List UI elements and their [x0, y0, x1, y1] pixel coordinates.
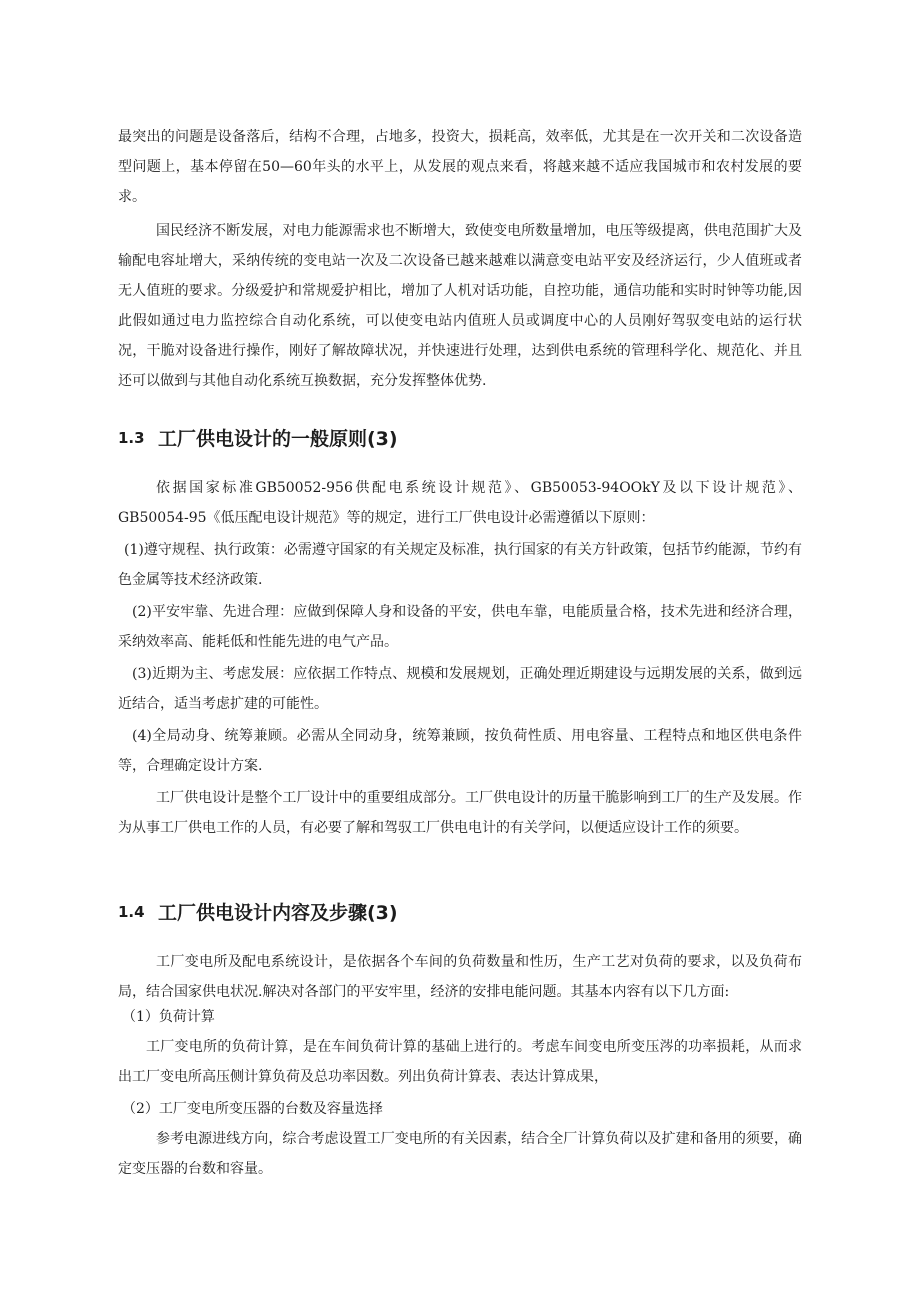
section-number: 1.4	[118, 902, 145, 921]
principle-item-1: (1)遵守规程、执行政策：必需遵守国家的有关规定及标准，执行国家的有关方针政策，包括节约能源，节约有色金属等技术经济政策.	[118, 542, 802, 588]
paragraph-load-calculation: 工厂变电所的负荷计算，是在车间负荷计算的基础上进行的。考虑车间变电所变压涔的功率损耗，从而求出工厂变电所高压侧计算负荷及总功率因数。列出负荷计算表、表达计算成果，	[118, 1039, 802, 1085]
subheading-load-calculation: （1）负荷计算	[122, 1009, 215, 1025]
section-heading-1-4	[118, 898, 398, 925]
principle-item-4: (4)全局动身、统筹兼顾。必需从全同动身，统筹兼顾，按负荷性质、用电容量、工程特点和地区供电条件等，合理确定设计方案.	[118, 728, 802, 774]
principle-item-2: (2)平安牢靠、先进合理：应做到保障人身和设备的平安，供电车靠，电能质量合格，技术先进和经济合理，采纳效率高、能耗低和性能先进的电气产品。	[118, 604, 802, 650]
paragraph-standards-intro: 依据国家标准GB50052-956供配电系统设计规范》、GB50053-94OOkY及以下设计规范》、GB50054-95《低压配电设计规范》等的规定，进行工厂供电设计必需遵循以下原则：	[118, 480, 802, 526]
paragraph-transformer-selection: 参考电源进线方向，综合考虑设置工厂变电所的有关因素，结合全厂计算负荷以及扩建和备用的须要，确定变压器的台数和容量。	[118, 1131, 802, 1177]
paragraph-design-importance: 工厂供电设计是整个工厂设计中的重要组成部分。工厂供电设计的历量干脆影响到工厂的生产及发展。作为从事工厂供电工作的人员，有必要了解和驾驭工厂供电电计的有关学问，以便适应设计工作的须要。	[118, 790, 802, 836]
paragraph-design-content-intro: 工厂变电所及配电系统设计，是依据各个车间的负荷数量和性历，生产工艺对负荷的要求，以及负荷布局，结合国家供电状况.解决对各部门的平安牢里，经济的安排电能问题。其基本内容有以下几方面:	[118, 954, 802, 1000]
subheading-transformer-selection: （2）工厂变电所变压器的台数及容量选择	[122, 1101, 383, 1117]
section-number: 1.3	[118, 428, 145, 447]
section-title: 工厂供电设计的一般原则(3)	[158, 428, 398, 450]
paragraph-equipment-problems: 最突出的问题是设备落后，结构不合理，占地多，投资大，损耗高，效率低，尤其是在一次开关和二次设备造型问题上，基本停留在50—60年头的水平上，从发展的观点来看，将越来越不适应我国城市和农村发展的要求。	[118, 129, 802, 205]
section-heading-1-3	[118, 424, 398, 451]
section-title: 工厂供电设计内容及步骤(3)	[158, 902, 398, 924]
principle-item-3: (3)近期为主、考虑发展：应依据工作特点、规模和发展规划，正确处理近期建设与远期发展的关系，做到远近结合，适当考虑扩建的可能性。	[118, 666, 802, 712]
paragraph-economic-development: 国民经济不断发展，对电力能源需求也不断增大，致使变电所数量增加，电压等级提离，供电范围扩大及输配电容址增大，采纳传统的变电站一次及二次设备已越来越难以满意变电站平安及经济运行，少人值班或者无人值班的要求。分级爱护和常规爱护相比，增加了人机对话功能，自控功能，通信功能和实时时钟等功能,因此假如通过电力监控综合自动化系统，可以使变电站内值班人员或调度中心的人员刚好驾驭变电站的运行状况，干脆对设备进行操作，刚好了解故障状况，并快速进行处理，达到供电系统的管理科学化、规范化、并且还可以做到与其他自动化系统互换数据，充分发挥整体优势.	[118, 223, 802, 389]
